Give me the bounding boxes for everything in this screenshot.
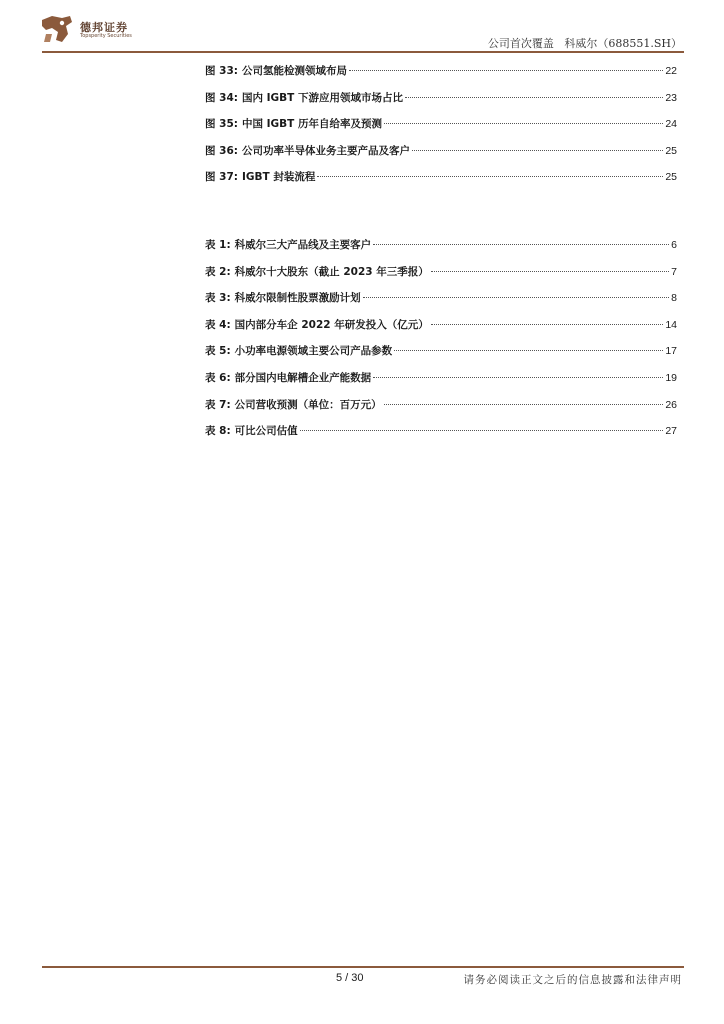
toc-label: 图 33: (205, 65, 238, 77)
toc-entry[interactable] (205, 423, 677, 450)
toc-leader (431, 271, 669, 272)
toc-label: 表 6: (205, 371, 231, 384)
toc-title: 科威尔十大股东（截止 2023 年三季报） (234, 265, 429, 278)
toc-page-number: 8 (671, 292, 677, 305)
legal-disclaimer: 请务必阅读正文之后的信息披露和法律声明 (463, 974, 682, 986)
toc-entry[interactable] (205, 290, 677, 317)
toc-leader (317, 176, 663, 177)
toc-leader (384, 123, 663, 124)
toc-title: IGBT 封装流程 (241, 171, 316, 184)
toc-page-number: 24 (665, 118, 677, 131)
company-name: 科威尔（688551.SH） (564, 37, 682, 50)
toc-entry[interactable] (205, 264, 677, 291)
toc-entry[interactable] (205, 169, 677, 196)
toc-page-number: 22 (665, 65, 677, 77)
toc-leader (405, 97, 663, 98)
table-index (205, 237, 677, 450)
toc-page-number: 27 (665, 425, 677, 438)
toc-entry[interactable] (205, 397, 677, 424)
toc-title: 科威尔限制性股票激励计划 (234, 292, 361, 305)
toc-leader (394, 350, 663, 351)
toc-title: 可比公司估值 (234, 425, 298, 438)
toc-title: 部分国内电解槽企业产能数据 (234, 371, 372, 384)
toc-title: 中国 IGBT 历年自给率及预测 (241, 118, 382, 131)
toc-page-number: 17 (665, 345, 677, 358)
footer-divider (42, 966, 684, 968)
toc-label: 图 37: (205, 171, 238, 184)
toc-entry[interactable] (205, 63, 677, 90)
toc-page-number: 19 (665, 371, 677, 384)
toc-entry[interactable] (205, 343, 677, 370)
toc-title: 小功率电源领域主要公司产品参数 (234, 345, 393, 358)
toc-leader (373, 244, 669, 245)
toc-leader (349, 70, 663, 71)
toc-leader (373, 377, 663, 378)
toc-title: 国内 IGBT 下游应用领域市场占比 (241, 91, 403, 104)
toc-leader (412, 150, 663, 151)
toc-page-number: 14 (665, 318, 677, 331)
toc-entry[interactable] (205, 143, 677, 170)
brand-name-en: Topsperity Securities (80, 33, 132, 39)
report-info (488, 35, 682, 51)
toc-page-number: 25 (665, 144, 677, 157)
toc-leader (300, 430, 664, 431)
toc-label: 图 35: (205, 118, 238, 131)
toc-page-number: 7 (671, 265, 677, 278)
toc-label: 表 4: (205, 318, 231, 331)
page-number: 5 / 30 (336, 972, 364, 984)
toc-title: 公司营收预测（单位：百万元） (234, 398, 382, 411)
toc-page-number: 23 (665, 91, 677, 104)
toc-title: 科威尔三大产品线及主要客户 (234, 239, 372, 251)
header-divider (42, 51, 684, 53)
toc-entry[interactable] (205, 237, 677, 264)
toc-leader (384, 404, 664, 405)
figure-index (205, 63, 677, 196)
toc-label: 表 8: (205, 425, 231, 438)
toc-page-number: 26 (665, 398, 677, 411)
toc-entry[interactable] (205, 116, 677, 143)
toc-title: 公司功率半导体业务主要产品及客户 (241, 144, 410, 157)
toc-title: 公司氢能检测领域布局 (241, 65, 347, 77)
toc-entry[interactable] (205, 90, 677, 117)
toc-label: 表 7: (205, 398, 231, 411)
toc-label: 表 1: (205, 239, 231, 251)
toc-title: 国内部分车企 2022 年研发投入（亿元） (234, 318, 429, 331)
toc-label: 表 5: (205, 345, 231, 358)
toc-label: 表 2: (205, 265, 231, 278)
toc-label: 图 34: (205, 91, 238, 104)
toc-page-number: 6 (671, 239, 677, 251)
topsperity-logo-icon (40, 14, 74, 44)
toc-entry[interactable] (205, 370, 677, 397)
toc-leader (431, 324, 664, 325)
toc-label: 表 3: (205, 292, 231, 305)
toc-leader (363, 297, 669, 298)
page-header (0, 0, 724, 52)
toc-label: 图 36: (205, 144, 238, 157)
brand-name: 德邦证券 (80, 21, 128, 34)
toc-page-number: 25 (665, 171, 677, 184)
toc-entry[interactable] (205, 317, 677, 344)
report-type: 公司首次覆盖 (487, 37, 554, 50)
